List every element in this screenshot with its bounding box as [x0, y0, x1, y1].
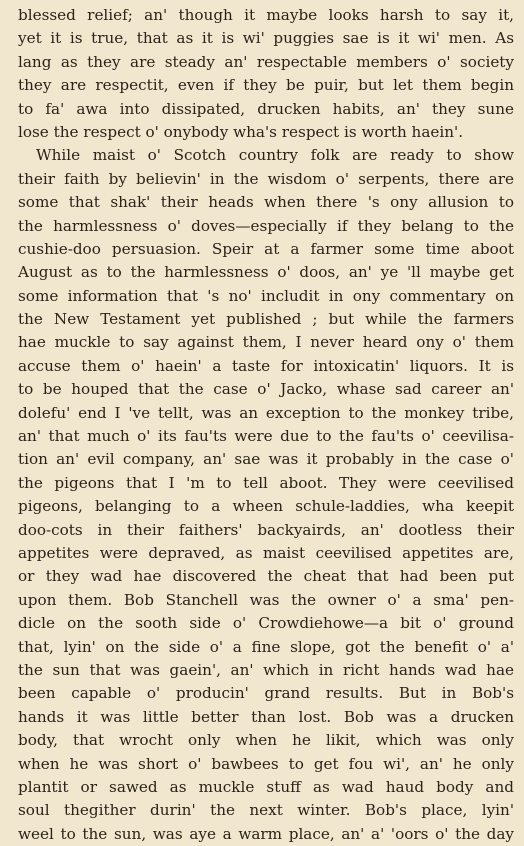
text-line: to fa' awa into dissipated, drucken habits, an' they sune [18, 99, 514, 118]
text-line: cushie-doo persuasion. Speir at a farmer some time aboot [18, 239, 514, 258]
text-line: hands it was little better than lost. Bob was a drucken [18, 707, 514, 726]
text-line: weel to the sun, was aye a warm place, an' a' 'oors o' the day [18, 824, 514, 843]
text-line: accuse them o' haein' a taste for intoxicatin' liquors. It is [18, 356, 514, 375]
text-line: when he was short o' bawbees to get fou wi', an' he only [18, 754, 514, 773]
text-line: August as to the harmlessness o' doos, an' ye 'll maybe get [18, 263, 514, 282]
text-line: plantit or sawed as muckle stuff as wad haud body and [18, 777, 514, 796]
text-line: the New Testament yet published ; but while the farmers [18, 310, 514, 329]
text-line: appetites were depraved, as maist ceevilised appetites are, [18, 543, 514, 562]
text-line: tion an' evil company, an' sae was it probably in the case o' [18, 450, 514, 469]
text-line: the harmlessness o' doves—especially if they belang to the [18, 216, 514, 235]
page-text [18, 4, 514, 846]
text-line: blessed relief; an' though it maybe looks harsh to say it, [18, 6, 514, 24]
text-line: the sun that was gaein', an' which in richt hands wad hae [18, 660, 514, 679]
text-line: they are respectit, even if they be puir, but let them begin [18, 76, 514, 95]
text-line: lose the respect o' onybody wha's respect is worth haein'. [18, 122, 464, 141]
text-line: some information that 's no' includit in ony commentary on [18, 286, 514, 305]
text-line: or they wad hae discovered the cheat that had been put [18, 567, 514, 586]
text-line: that, lyin' on the side o' a fine slope, got the benefit o' a' [18, 637, 514, 656]
text-line: pigeons, belanging to a wheen schule-laddies, wha keepit [18, 497, 514, 516]
text-line: hae muckle to say against them, I never heard ony o' them [18, 333, 514, 352]
text-line: soul thegither durin' the next winter. Bob's place, lyin' [18, 801, 514, 820]
text-line: body, that wrocht only when he likit, which was only [18, 731, 514, 750]
text-line: the pigeons that I 'm to tell aboot. They were ceevilised [18, 473, 514, 492]
text-line: lang as they are steady an' respectable members o' society [18, 52, 514, 71]
text-line: upon them. Bob Stanchell was the owner o' a sma' pen- [18, 590, 514, 609]
text-line: been capable o' producin' grand results. But in Bob's [18, 684, 514, 703]
text-line: yet it is true, that as it is wi' puggies sae is it wi' men. As [18, 29, 514, 48]
text-line: doo-cots in their faithers' backyairds, an' dootless their [18, 520, 514, 539]
text-line: dolefu' end I 've tellt, was an exception to the monkey tribe, [18, 403, 514, 422]
text-line: an' that much o' its fau'ts were due to the fau'ts o' ceevilisa- [18, 427, 514, 446]
text-line: their faith by believin' in the wisdom o' serpents, there are [18, 169, 514, 188]
text-line: some that shak' their heads when there 's ony allusion to [18, 193, 514, 212]
paragraph-start-line: While maist o' Scotch country folk are ready to show [36, 146, 514, 165]
text-line: to be houped that the case o' Jacko, whase sad career an' [18, 380, 514, 399]
text-line: dicle on the sooth side o' Crowdiehowe—a bit o' ground [18, 614, 514, 633]
